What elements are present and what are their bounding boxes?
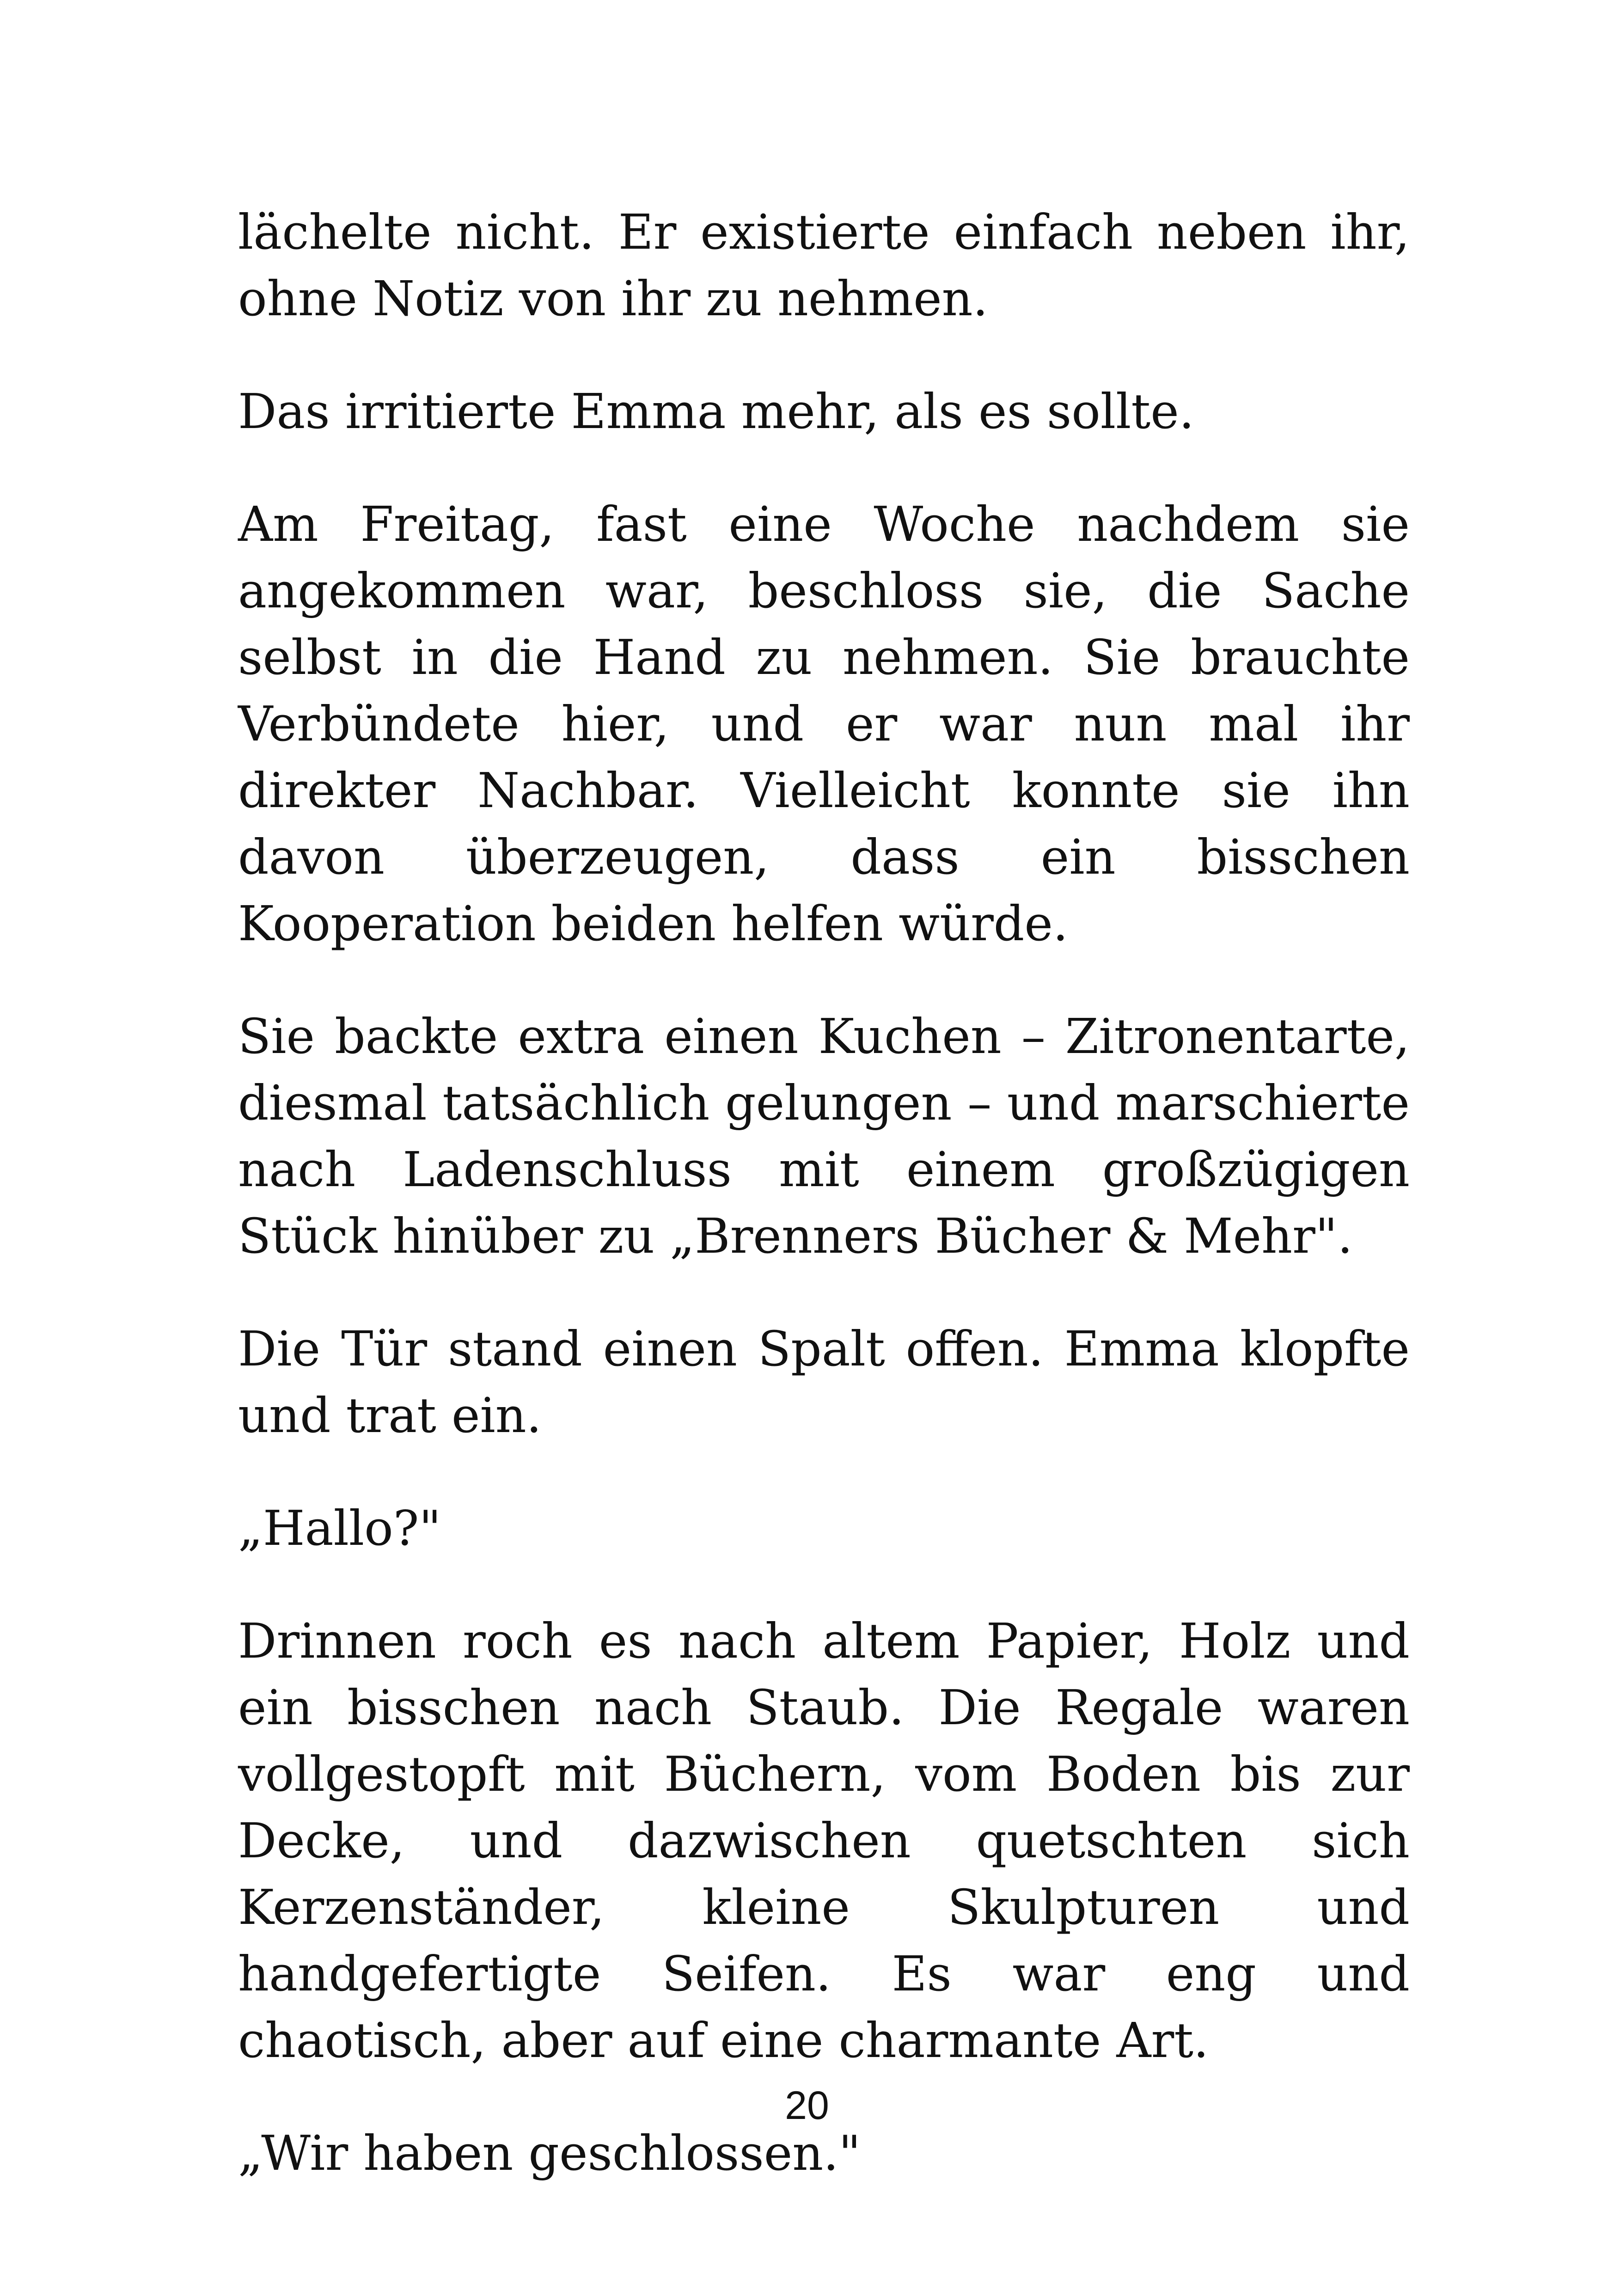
paragraph: Sie backte extra einen Kuchen – Zitronentarte, diesmal tatsächlich gelungen – und marschierte nach Ladenschluss mit einem großzügigen Stück hinüber zu „Brenners Bücher & Mehr". [238, 1008, 1410, 1264]
paragraph: Drinnen roch es nach altem Papier, Holz und ein bisschen nach Staub. Die Regale waren vollgestopft mit Büchern, vom Boden bis zur Decke, und dazwischen quetschten sich Kerzenständer, kleine Skulpturen und handgefertigte Seifen. Es war eng und chaotisch, aber auf eine charmante Art. [238, 1613, 1410, 2069]
paragraph: Am Freitag, fast eine Woche nachdem sie angekommen war, beschloss sie, die Sache selbst in die Hand zu nehmen. Sie brauchte Verbündete hier, und er war nun mal ihr direkter Nachbar. Vielleicht konnte sie ihn davon überzeugen, dass ein bisschen Kooperation beiden helfen würde. [238, 496, 1410, 952]
paragraph: lächelte nicht. Er existierte einfach neben ihr, ohne Notiz von ihr zu nehmen. [238, 204, 1410, 327]
paragraph: „Hallo?" [238, 1500, 441, 1556]
paragraph: Die Tür stand einen Spalt offen. Emma klopfte und trat ein. [238, 1321, 1410, 1444]
paragraph: „Wir haben geschlossen." [238, 2125, 861, 2181]
page-number: 20 [785, 2083, 829, 2128]
paragraph: Das irritierte Emma mehr, als es sollte. [238, 383, 1194, 440]
body-text [238, 199, 1410, 2186]
